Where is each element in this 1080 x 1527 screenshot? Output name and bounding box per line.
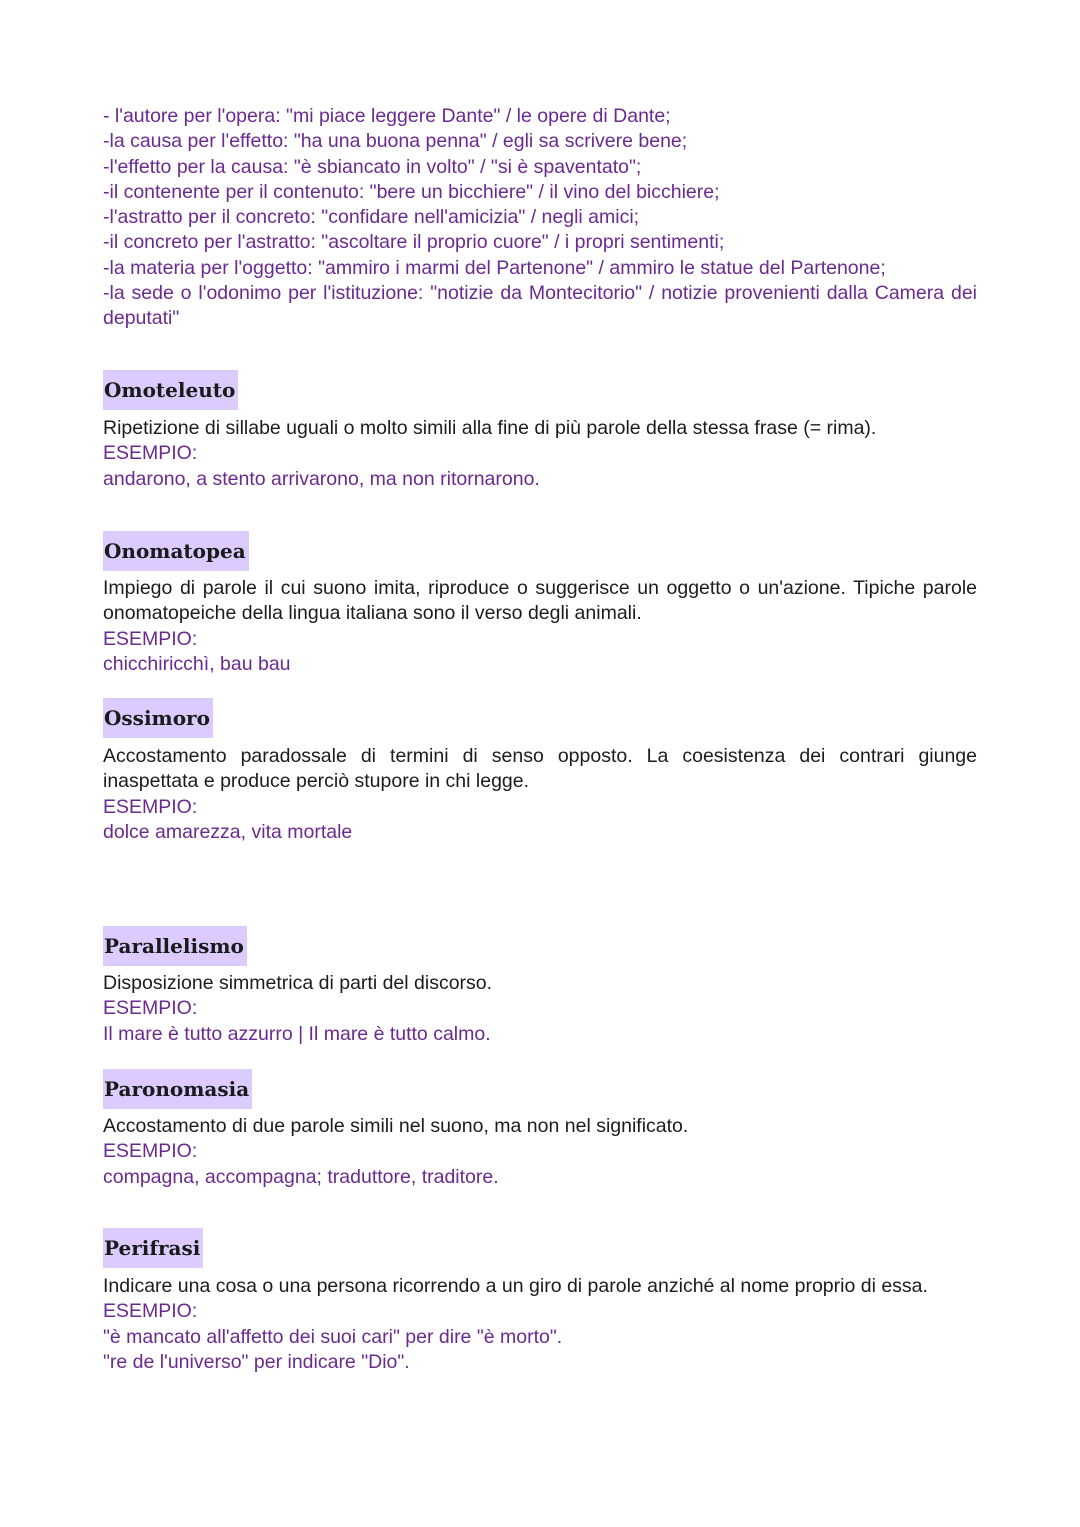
- section-title-ossimoro: Ossimoro: [103, 698, 213, 738]
- example-text: Il mare è tutto azzurro | Il mare è tutto calmo.: [103, 1022, 491, 1045]
- section-title-onomatopea: Onomatopea: [103, 531, 249, 571]
- example-label: ESEMPIO:: [103, 442, 198, 465]
- list-item: -la causa per l'effetto: "ha una buona penna" / egli sa scrivere bene;: [103, 130, 688, 153]
- section-definition: Disposizione simmetrica di parti del discorso.: [103, 972, 493, 994]
- section-body-omoteleuto: [103, 416, 977, 492]
- list-item: -la materia per l'oggetto: "ammiro i marmi del Partenone" / ammiro le statue del Partenone;: [103, 256, 886, 279]
- example-label: ESEMPIO:: [103, 997, 198, 1020]
- section-definition: Impiego di parole il cui suono imita, riproduce o suggerisce un oggetto o un'azione. Tipiche parole onomatopeiche della lingua italiana sono il verso degli animali.: [103, 577, 977, 625]
- list-item: - l'autore per l'opera: "mi piace leggere Dante" / le opere di Dante;: [103, 105, 671, 127]
- example-label: ESEMPIO:: [103, 1300, 198, 1323]
- section-body-perifrasi: [103, 1274, 977, 1375]
- section-title-perifrasi: Perifrasi: [103, 1228, 203, 1268]
- list-item: -l'effetto per la causa: "è sbiancato in volto" / "si è spaventato";: [103, 155, 642, 178]
- section-definition: Accostamento paradossale di termini di senso opposto. La coesistenza dei contrari giunge inaspettata e produce perciò stupore in chi legge.: [103, 745, 977, 793]
- example-text: andarono, a stento arrivarono, ma non ritornarono.: [103, 467, 540, 490]
- section-body-paronomasia: [103, 1114, 977, 1190]
- example-label: ESEMPIO:: [103, 795, 198, 818]
- section-definition: Ripetizione di sillabe uguali o molto simili alla fine di più parole della stessa frase (= rima).: [103, 417, 877, 439]
- example-text: "è mancato all'affetto dei suoi cari" per dire "è morto".: [103, 1325, 563, 1348]
- section-body-onomatopea: [103, 576, 977, 677]
- example-text: "re de l'universo" per indicare "Dio".: [103, 1350, 410, 1373]
- example-text: compagna, accompagna; traduttore, traditore.: [103, 1165, 499, 1188]
- list-item: -la sede o l'odonimo per l'istituzione: "notizie da Montecitorio" / notizie provenienti dalla Camera dei deputati": [103, 282, 977, 330]
- example-text: dolce amarezza, vita mortale: [103, 820, 353, 843]
- section-definition: Indicare una cosa o una persona ricorrendo a un giro di parole anziché al nome proprio di essa.: [103, 1275, 928, 1297]
- section-body-ossimoro: [103, 744, 977, 845]
- example-text: chicchiricchì, bau bau: [103, 652, 291, 675]
- section-title-paronomasia: Paronomasia: [103, 1069, 252, 1109]
- section-title-omoteleuto: Omoteleuto: [103, 370, 238, 410]
- section-definition: Accostamento di due parole simili nel suono, ma non nel significato.: [103, 1115, 689, 1137]
- list-item: -il contenente per il contenuto: "bere un bicchiere" / il vino del bicchiere;: [103, 180, 720, 203]
- list-item: -l'astratto per il concreto: "confidare nell'amicizia" / negli amici;: [103, 206, 640, 229]
- list-item: -il concreto per l'astratto: "ascoltare il proprio cuore" / i propri sentimenti;: [103, 231, 725, 254]
- section-body-parallelismo: [103, 971, 977, 1047]
- example-label: ESEMPIO:: [103, 1140, 198, 1163]
- metonymy-list: [103, 104, 977, 332]
- section-title-parallelismo: Parallelismo: [103, 926, 247, 966]
- example-label: ESEMPIO:: [103, 627, 198, 650]
